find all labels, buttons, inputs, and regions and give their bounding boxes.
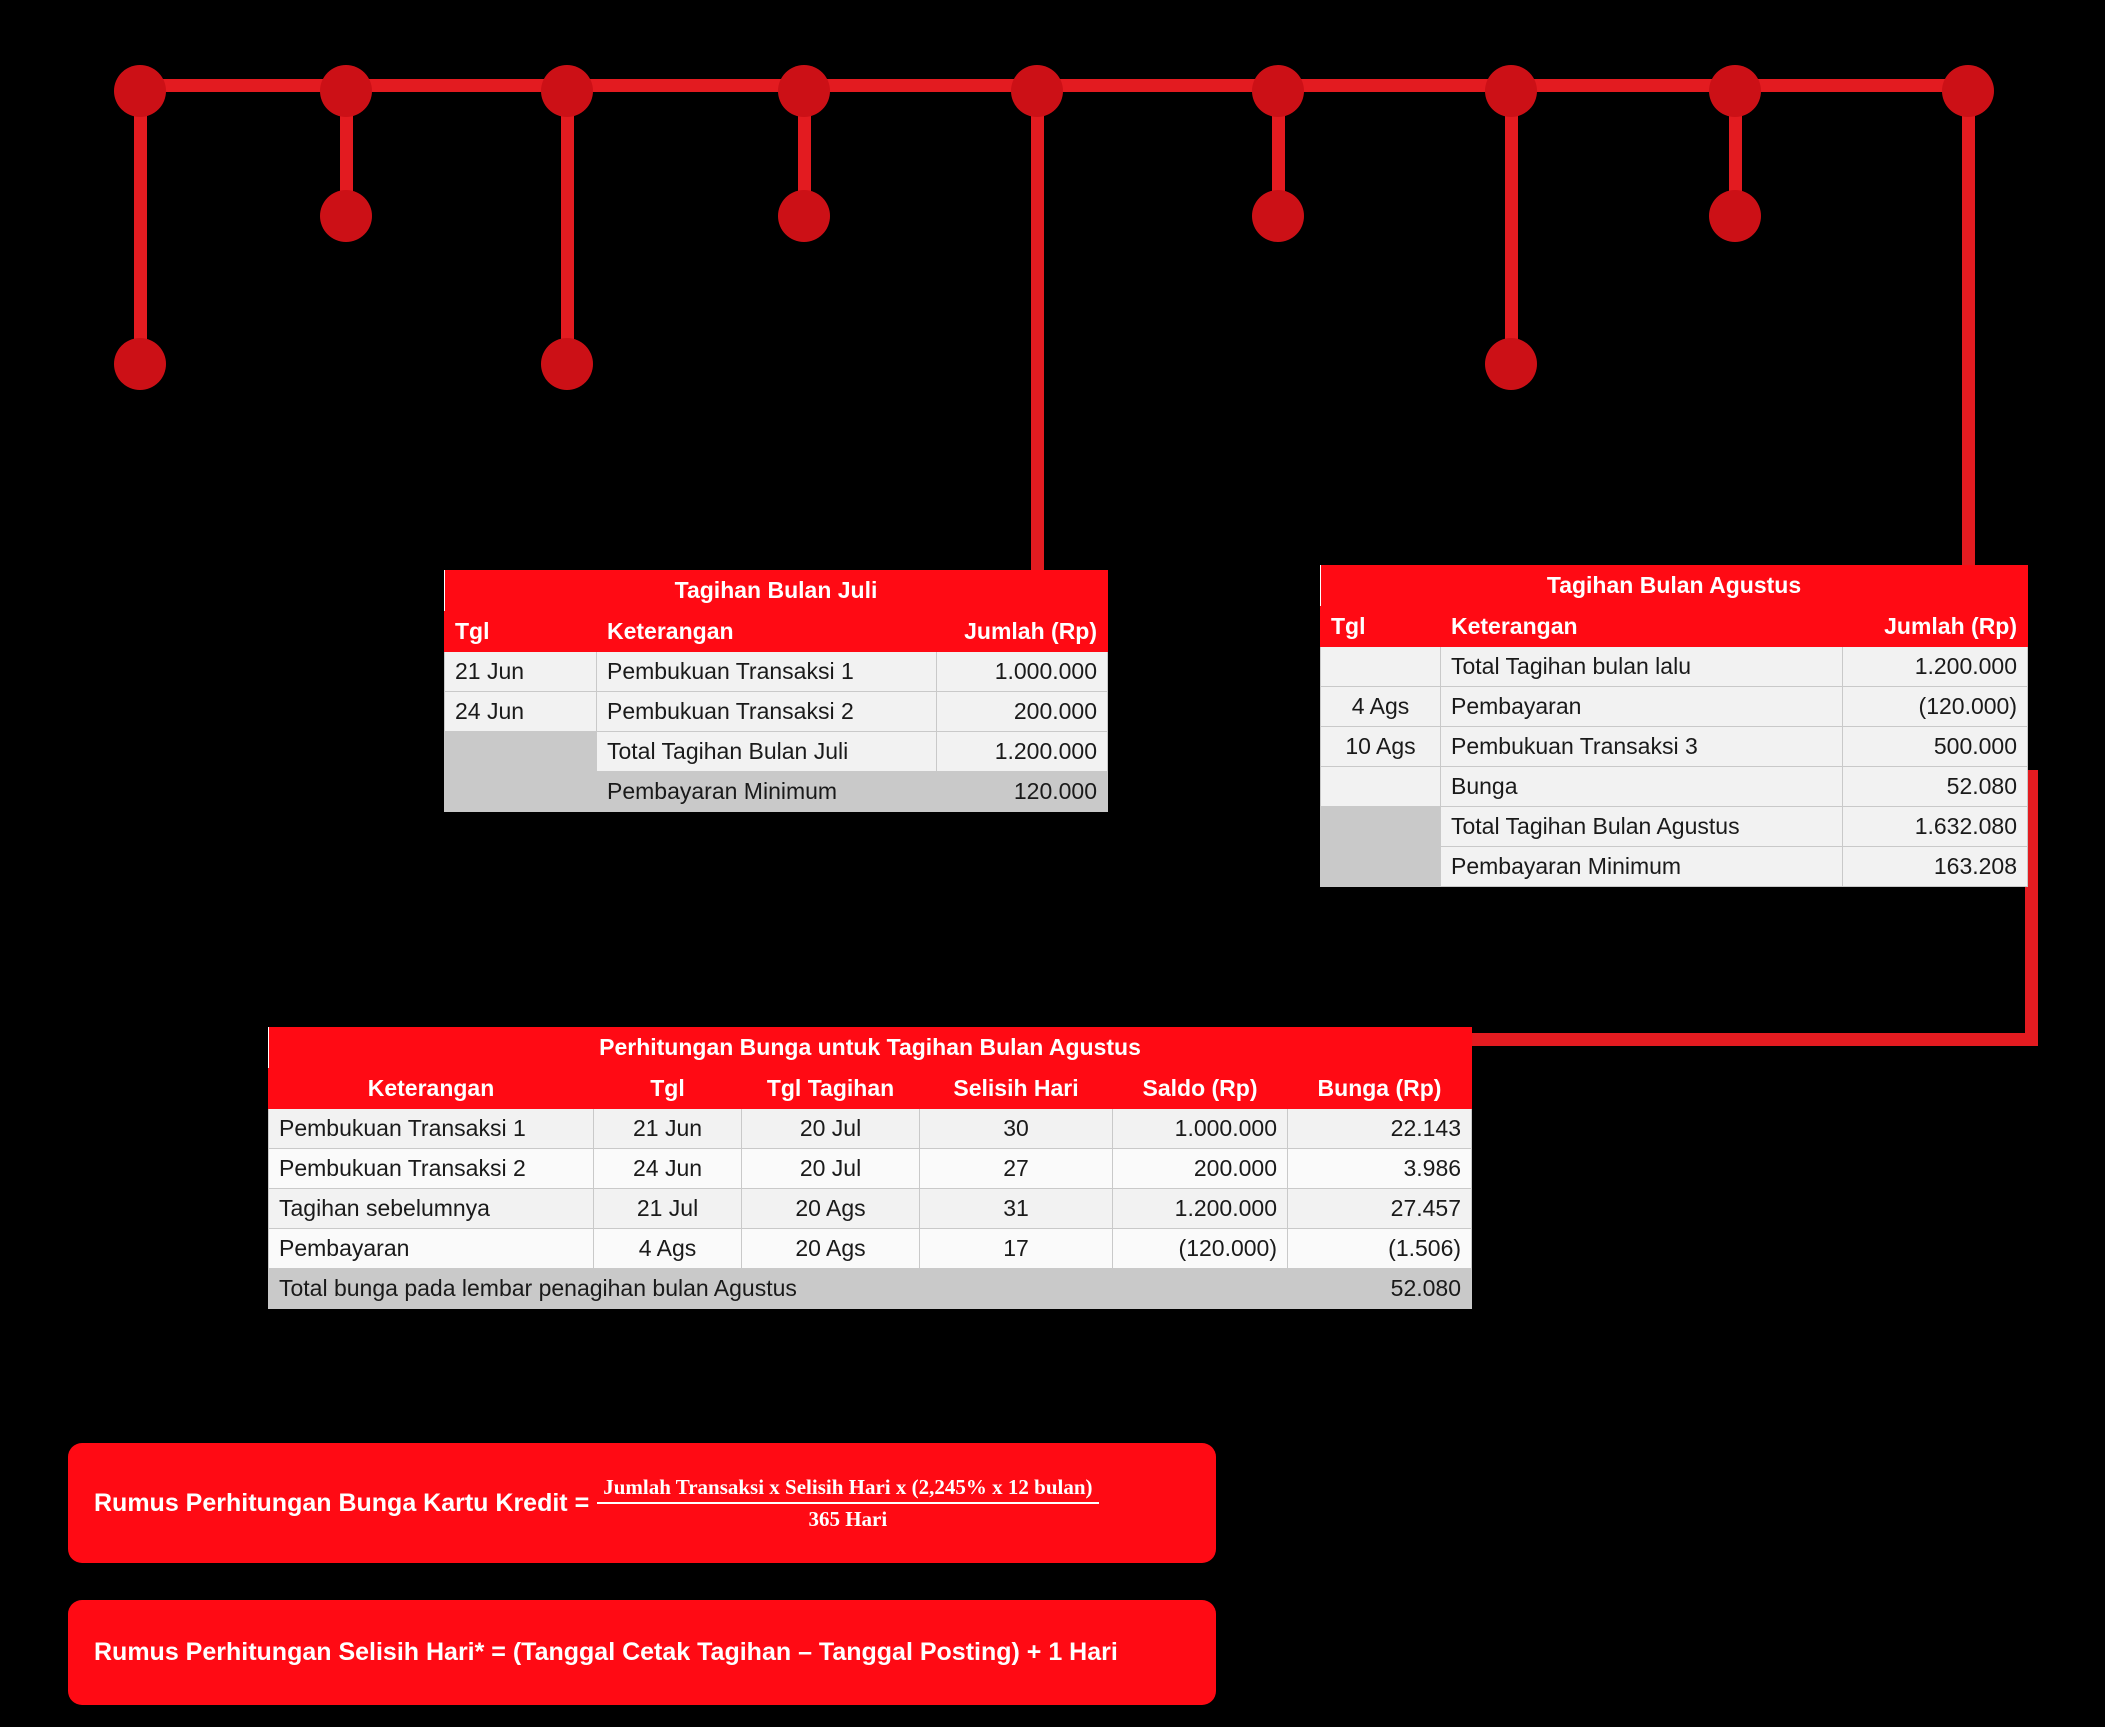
cell-tgl-tagihan: 20 Ags	[742, 1229, 920, 1269]
table-perhitungan-bunga	[268, 1027, 1472, 1309]
cell-jumlah: 1.200.000	[1843, 647, 2028, 687]
cell-bunga: 27.457	[1288, 1189, 1472, 1229]
table-juli-title-row	[445, 570, 1108, 612]
table-bunga-total-label: Total bunga pada lembar penagihan bulan Agustus	[269, 1269, 1288, 1309]
cell-saldo: (120.000)	[1113, 1229, 1288, 1269]
table-agustus-title-row	[1321, 565, 2028, 607]
table-agustus-col-keterangan: Keterangan	[1441, 607, 1843, 647]
cell-tgl	[1321, 767, 1441, 807]
cell-keterangan: Tagihan sebelumnya	[269, 1189, 594, 1229]
table-bunga-col-selisih-hari: Selisih Hari	[920, 1069, 1113, 1109]
table-agustus-col-tgl: Tgl	[1321, 607, 1441, 647]
table-row	[1321, 727, 2028, 767]
formula-bunga-numerator: Jumlah Transaksi x Selisih Hari x (2,245% x 12 bulan)	[597, 1475, 1098, 1504]
table-bunga-col-tgl-tagihan: Tgl Tagihan	[742, 1069, 920, 1109]
table-row	[445, 732, 1108, 772]
cell-jumlah: 1.000.000	[937, 652, 1108, 692]
cell-bunga: 3.986	[1288, 1149, 1472, 1189]
timeline-node-drop-8	[1709, 190, 1761, 242]
table-row	[1321, 647, 2028, 687]
cell-tgl: 4 Ags	[594, 1229, 742, 1269]
timeline-node-drop-2	[320, 190, 372, 242]
table-agustus-header-row	[1321, 607, 2028, 647]
table-row	[269, 1229, 1472, 1269]
table-bunga-col-saldo: Saldo (Rp)	[1113, 1069, 1288, 1109]
cell-tgl	[445, 732, 597, 772]
cell-keterangan: Pembukuan Transaksi 2	[597, 692, 937, 732]
table-row	[269, 1109, 1472, 1149]
timeline-node-top-3	[541, 65, 593, 117]
timeline-node-top-9	[1942, 65, 1994, 117]
cell-selisih-hari: 31	[920, 1189, 1113, 1229]
table-juli-col-keterangan: Keterangan	[597, 612, 937, 652]
cell-tgl: 4 Ags	[1321, 687, 1441, 727]
cell-keterangan: Total Tagihan bulan lalu	[1441, 647, 1843, 687]
table-row	[269, 1149, 1472, 1189]
formula-bunga-kartu-kredit	[68, 1443, 1216, 1563]
cell-jumlah: 500.000	[1843, 727, 2028, 767]
timeline-stem-1	[134, 85, 147, 360]
table-bunga-title-row	[269, 1027, 1472, 1069]
cell-jumlah: 163.208	[1843, 847, 2028, 887]
cell-saldo: 1.200.000	[1113, 1189, 1288, 1229]
table-total-row	[269, 1269, 1472, 1309]
cell-tgl: 10 Ags	[1321, 727, 1441, 767]
cell-tgl: 24 Jun	[594, 1149, 742, 1189]
cell-keterangan: Pembayaran	[1441, 687, 1843, 727]
timeline-stem-7	[1505, 85, 1518, 360]
table-row	[1321, 767, 2028, 807]
cell-keterangan: Total Tagihan Bulan Juli	[597, 732, 937, 772]
cell-jumlah: 120.000	[937, 772, 1108, 812]
table-agustus-title: Tagihan Bulan Agustus	[1321, 565, 2028, 607]
formula-bunga-denominator: 365 Hari	[808, 1506, 888, 1531]
timeline-stem-3	[561, 85, 574, 360]
table-row	[1321, 847, 2028, 887]
cell-jumlah: 1.200.000	[937, 732, 1108, 772]
cell-tgl	[445, 772, 597, 812]
cell-keterangan: Pembayaran Minimum	[597, 772, 937, 812]
table-row	[445, 772, 1108, 812]
formula-bunga-label: Rumus Perhitungan Bunga Kartu Kredit =	[94, 1488, 590, 1517]
timeline-node-top-8	[1709, 65, 1761, 117]
cell-jumlah: (120.000)	[1843, 687, 2028, 727]
cell-jumlah: 52.080	[1843, 767, 2028, 807]
table-row	[269, 1189, 1472, 1229]
table-row	[445, 692, 1108, 732]
table-row	[1321, 687, 2028, 727]
table-juli-col-tgl: Tgl	[445, 612, 597, 652]
table-bunga-header-row	[269, 1069, 1472, 1109]
cell-selisih-hari: 27	[920, 1149, 1113, 1189]
cell-selisih-hari: 17	[920, 1229, 1113, 1269]
cell-keterangan: Pembayaran Minimum	[1441, 847, 1843, 887]
cell-keterangan: Pembayaran	[269, 1229, 594, 1269]
cell-jumlah: 200.000	[937, 692, 1108, 732]
cell-tgl: 21 Jun	[445, 652, 597, 692]
cell-tgl-tagihan: 20 Jul	[742, 1109, 920, 1149]
timeline-node-drop-6	[1252, 190, 1304, 242]
formula-selisih-hari	[68, 1600, 1216, 1705]
table-row	[445, 652, 1108, 692]
cell-tgl: 24 Jun	[445, 692, 597, 732]
cell-tgl-tagihan: 20 Jul	[742, 1149, 920, 1189]
timeline-node-top-6	[1252, 65, 1304, 117]
cell-bunga: 22.143	[1288, 1109, 1472, 1149]
table-juli-header-row	[445, 612, 1108, 652]
cell-keterangan: Pembukuan Transaksi 2	[269, 1149, 594, 1189]
cell-selisih-hari: 30	[920, 1109, 1113, 1149]
cell-keterangan: Bunga	[1441, 767, 1843, 807]
timeline-node-top-7	[1485, 65, 1537, 117]
table-juli-col-jumlah: Jumlah (Rp)	[937, 612, 1108, 652]
table-bunga-col-bunga: Bunga (Rp)	[1288, 1069, 1472, 1109]
cell-tgl	[1321, 807, 1441, 847]
timeline-node-drop-3	[541, 338, 593, 390]
cell-keterangan: Pembukuan Transaksi 3	[1441, 727, 1843, 767]
timeline-node-top-1	[114, 65, 166, 117]
cell-saldo: 1.000.000	[1113, 1109, 1288, 1149]
timeline-node-top-5	[1011, 65, 1063, 117]
table-bunga-title: Perhitungan Bunga untuk Tagihan Bulan Agustus	[269, 1027, 1472, 1069]
table-juli-title: Tagihan Bulan Juli	[445, 570, 1108, 612]
table-tagihan-agustus	[1320, 565, 2028, 887]
cell-keterangan: Pembukuan Transaksi 1	[597, 652, 937, 692]
cell-tgl: 21 Jun	[594, 1109, 742, 1149]
cell-tgl	[1321, 847, 1441, 887]
table-row	[1321, 807, 2028, 847]
cell-tgl: 21 Jul	[594, 1189, 742, 1229]
table-bunga-total-value: 52.080	[1288, 1269, 1472, 1309]
cell-keterangan: Total Tagihan Bulan Agustus	[1441, 807, 1843, 847]
cell-tgl-tagihan: 20 Ags	[742, 1189, 920, 1229]
cell-bunga: (1.506)	[1288, 1229, 1472, 1269]
cell-jumlah: 1.632.080	[1843, 807, 2028, 847]
table-bunga-col-tgl: Tgl	[594, 1069, 742, 1109]
timeline-node-drop-7	[1485, 338, 1537, 390]
table-tagihan-juli	[444, 570, 1108, 812]
timeline-node-drop-1	[114, 338, 166, 390]
cell-tgl	[1321, 647, 1441, 687]
timeline-stem-5	[1031, 85, 1044, 580]
cell-saldo: 200.000	[1113, 1149, 1288, 1189]
table-bunga-col-keterangan: Keterangan	[269, 1069, 594, 1109]
timeline-node-drop-4	[778, 190, 830, 242]
timeline-node-top-2	[320, 65, 372, 117]
table-agustus-col-jumlah: Jumlah (Rp)	[1843, 607, 2028, 647]
timeline-node-top-4	[778, 65, 830, 117]
timeline-stem-9	[1962, 85, 1975, 580]
formula-selisih-text: Rumus Perhitungan Selisih Hari* = (Tanggal Cetak Tagihan – Tanggal Posting) + 1 Hari	[94, 1638, 1118, 1666]
formula-bunga-fraction	[597, 1475, 1098, 1532]
cell-keterangan: Pembukuan Transaksi 1	[269, 1109, 594, 1149]
